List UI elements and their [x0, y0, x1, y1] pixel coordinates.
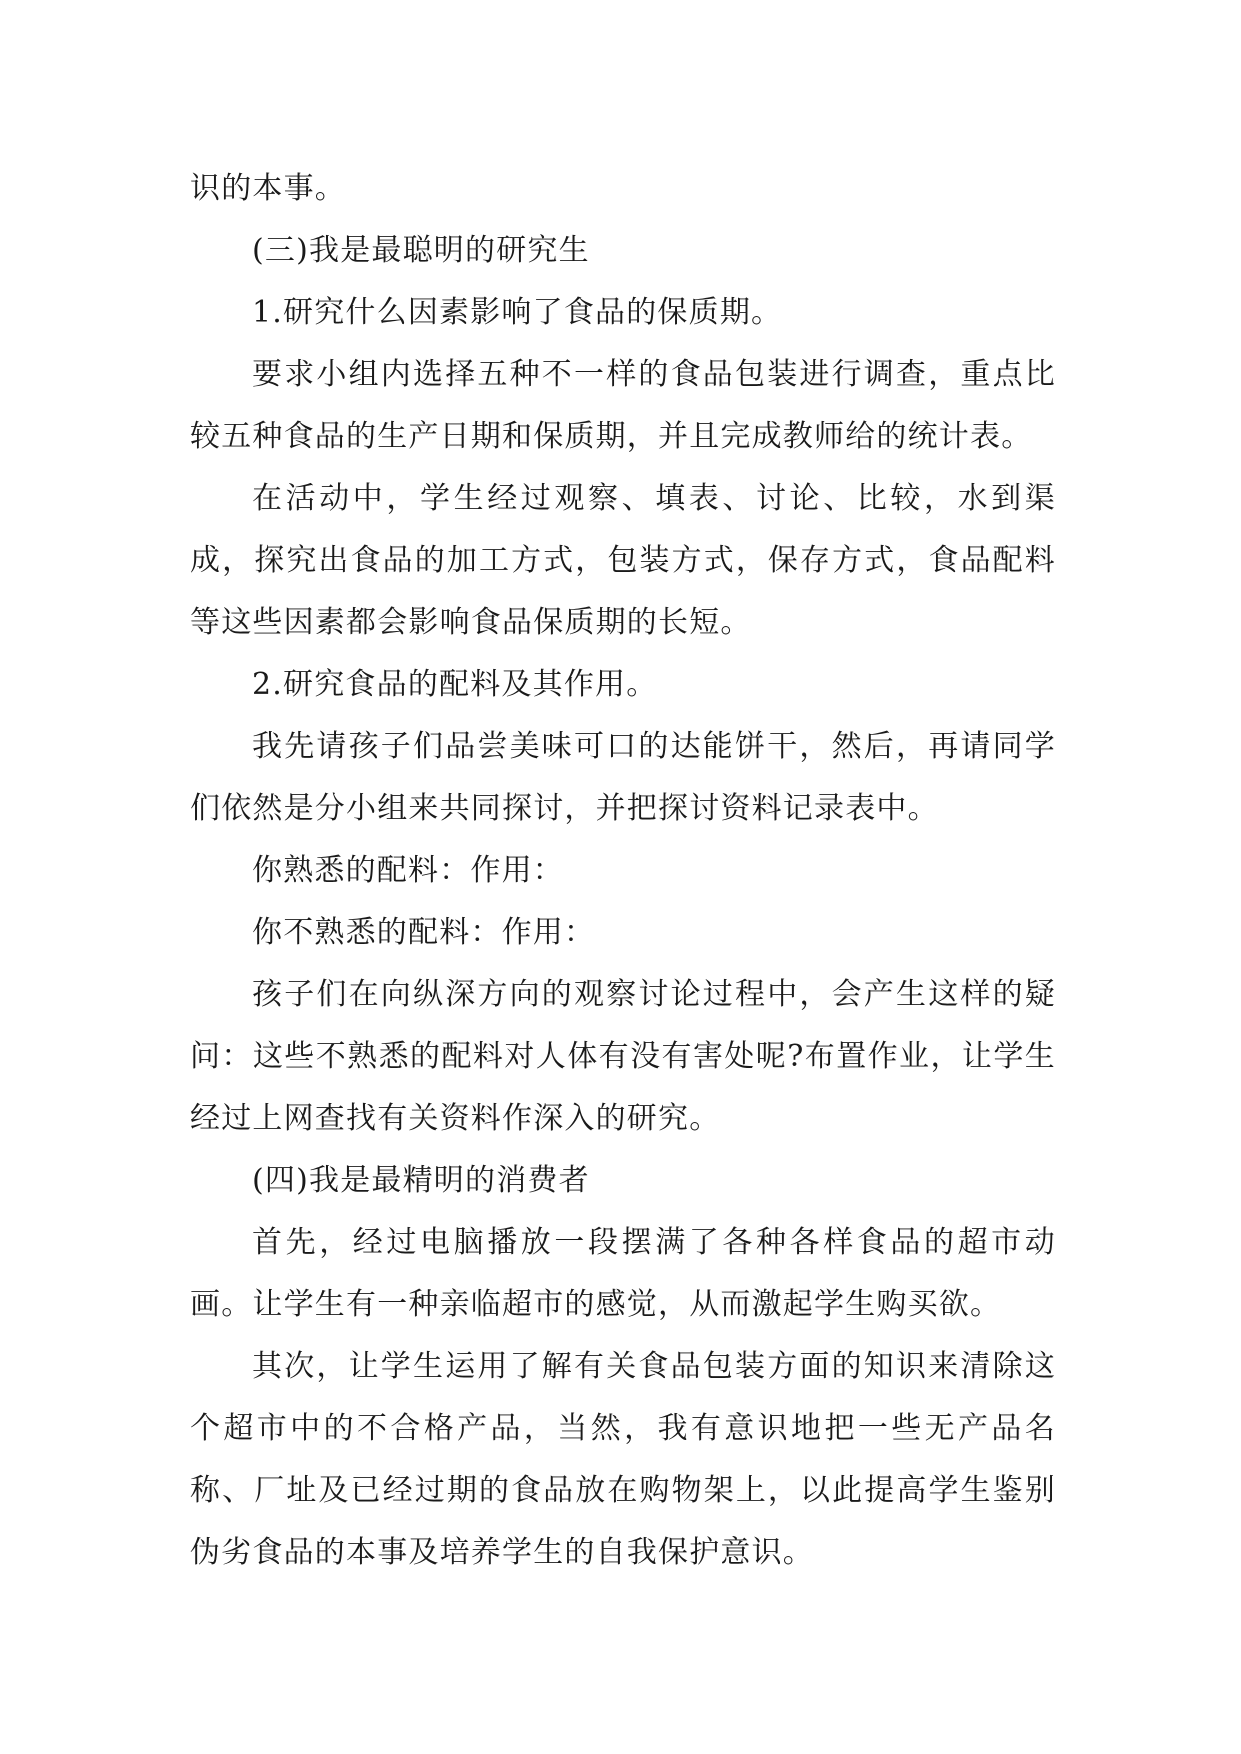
paragraph: 我先请孩子们品尝美味可口的达能饼干，然后，再请同学们依然是分小组来共同探讨，并把探讨资料记录表中。 — [190, 729, 1056, 826]
section-heading-4: (四)我是最精明的消费者 — [252, 1163, 590, 1198]
paragraph: 在活动中，学生经过观察、填表、讨论、比较，水到渠成，探究出食品的加工方式，包装方式，保存方式，食品配料等这些因素都会影响食品保质期的长短。 — [190, 481, 1056, 640]
paragraph: 你不熟悉的配料：作用： — [252, 915, 596, 950]
paragraph: 要求小组内选择五种不一样的食品包装进行调查，重点比较五种食品的生产日期和保质期，并且完成教师给的统计表。 — [190, 357, 1056, 454]
paragraph: 其次，让学生运用了解有关食品包装方面的知识来清除这个超市中的不合格产品，当然，我有意识地把一些无产品名称、厂址及已经过期的食品放在购物架上，以此提高学生鉴别伪劣食品的本事及培养学生的自我保护意识。 — [190, 1349, 1056, 1570]
subheading-1: 1.研究什么因素影响了食品的保质期。 — [252, 295, 783, 330]
paragraph: 孩子们在向纵深方向的观察讨论过程中，会产生这样的疑问：这些不熟悉的配料对人体有没有害处呢?布置作业，让学生经过上网查找有关资料作深入的研究。 — [190, 977, 1056, 1136]
section-heading-3: (三)我是最聪明的研究生 — [252, 233, 590, 268]
subheading-2: 2.研究食品的配料及其作用。 — [252, 667, 658, 702]
paragraph: 首先，经过电脑播放一段摆满了各种各样食品的超市动画。让学生有一种亲临超市的感觉，从而激起学生购买欲。 — [190, 1225, 1056, 1322]
paragraph: 你熟悉的配料：作用： — [252, 853, 564, 888]
paragraph-continuation: 识的本事。 — [190, 171, 346, 206]
document-body — [190, 158, 1056, 1584]
